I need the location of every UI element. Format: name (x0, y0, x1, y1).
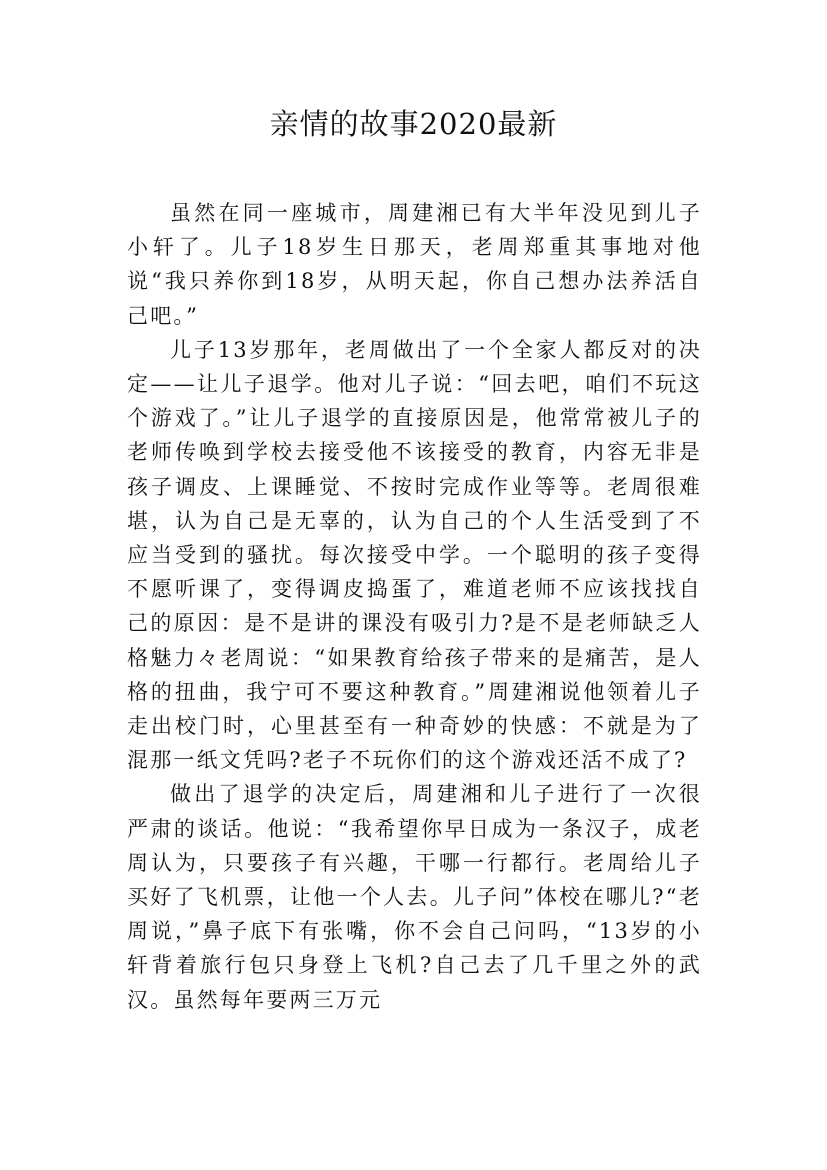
document-title: 亲情的故事2020最新 (269, 107, 558, 141)
document-body (127, 196, 702, 1017)
paragraph: 虽然在同一座城市，周建湘已有大半年没见到儿子小轩了。儿子18岁生日那天，老周郑重其事地对他说“我只养你到18岁，从明天起，你自己想办法养活自己吧。” (127, 201, 702, 328)
paragraph: 做出了退学的决定后，周建湘和儿子进行了一次很严肃的谈话。他说：“我希望你早日成为一条汉子，成老周认为，只要孩子有兴趣，干哪一行都行。老周给儿子买好了飞机票，让他一个人去。儿子问”体校在哪儿?“老周说，”鼻子底下有张嘴，你不会自己问吗，“13岁的小轩背着旅行包只身登上飞机?自己去了几千里之外的武汉。虽然每年要两三万元 (127, 782, 702, 1012)
paragraph: 儿子13岁那年，老周做出了一个全家人都反对的决定——让儿子退学。他对儿子说：“回去吧，咱们不玩这个游戏了。”让儿子退学的直接原因是，他常常被儿子的老师传唤到学校去接受他不该接受的教育，内容无非是孩子调皮、上课睡觉、不按时完成作业等等。老周很难堪，认为自己是无辜的，认为自己的个人生活受到了不应当受到的骚扰。每次接受中学。一个聪明的孩子变得不愿听课了，变得调皮捣蛋了，难道老师不应该找找自己的原因：是不是讲的课没有吸引力?是不是老师缺乏人格魅力々老周说：“如果教育给孩子带来的是痛苦，是人格的扭曲，我宁可不要这种教育。”周建湘说他领着儿子走出校门时，心里甚至有一种奇妙的快感：不就是为了混那一纸文凭吗?老子不玩你们的这个游戏还活不成了? (127, 337, 702, 773)
